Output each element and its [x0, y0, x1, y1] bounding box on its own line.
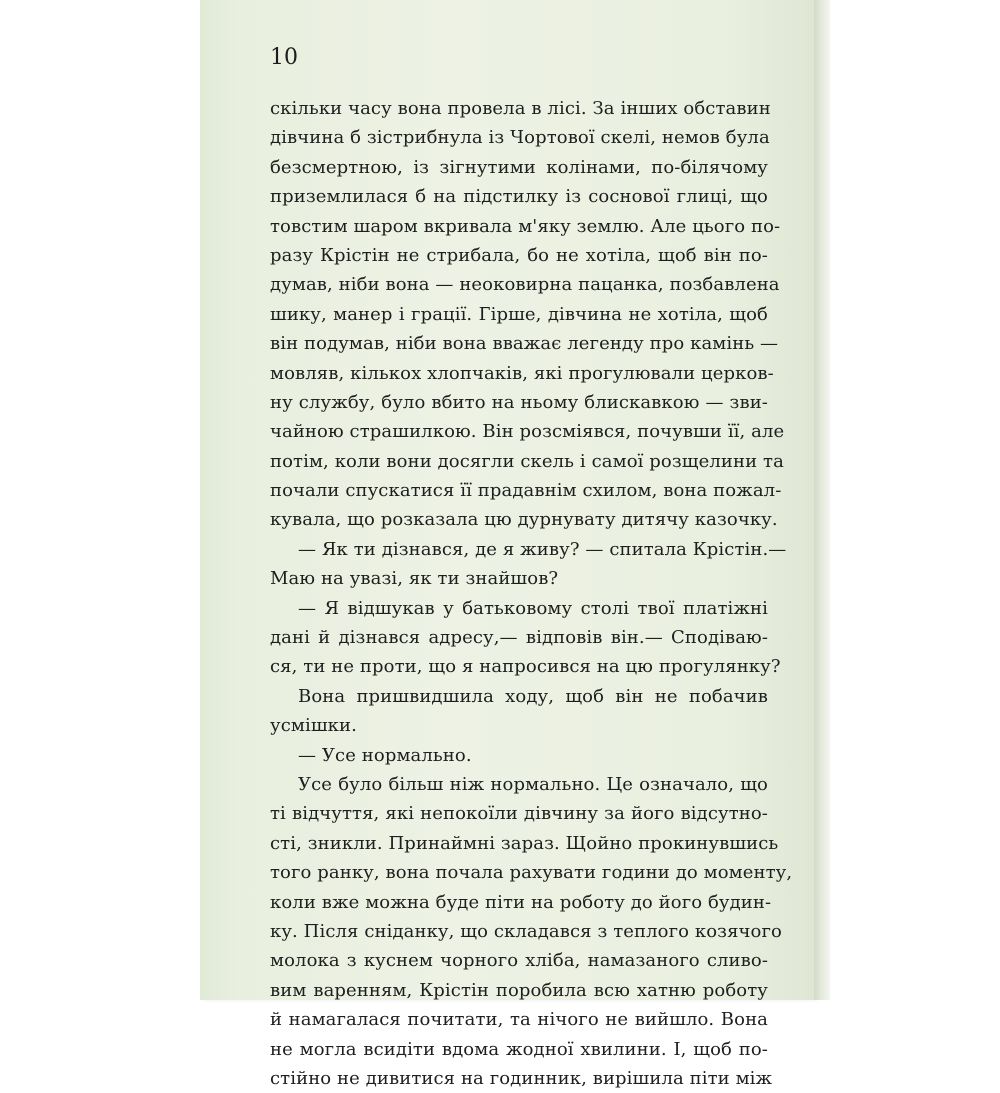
- text-line: думав, ніби вона — неоковирна пацанка, позбавлена: [270, 274, 780, 296]
- text-line: коли вже можна буде піти на роботу до його будин-: [270, 891, 772, 913]
- text-line: — Як ти дізнався, де я живу? — спитала Крістін.—: [298, 538, 787, 560]
- text-line: дівчина б зістрибнула із Чортової скелі, немов була: [270, 127, 770, 149]
- text-line: — Усе нормально.: [298, 744, 472, 766]
- text-line: шику, манер і грації. Гірше, дівчина не хотіла, щоб: [270, 303, 768, 325]
- page-edge: [814, 0, 830, 1000]
- text-line: ну службу, було вбито на ньому блискавкою — зви-: [270, 391, 768, 413]
- text-line: скільки часу вона провела в лісі. За інших обставин: [270, 98, 771, 119]
- body-text: [270, 94, 793, 1093]
- text-line: потім, коли вони досягли скель і самої розщелини та: [270, 450, 784, 472]
- text-line: ті відчуття, які непокоїли дівчину за його відсутно-: [270, 803, 768, 825]
- text-line: кувала, що розказала цю дурнувату дитячу казочку.: [270, 509, 778, 531]
- text-line: разу Крістін не стрибала, бо не хотіла, щоб він по-: [270, 244, 768, 266]
- text-line: ся, ти не проти, що я напросився на цю прогулянку?: [270, 656, 781, 678]
- text-line: приземлилася б на підстилку із соснової глиці, що: [270, 186, 768, 208]
- text-line: дані й дізнався адресу,— відповів він.— Сподіваю-: [270, 627, 768, 649]
- page-number: 10: [270, 45, 298, 70]
- text-line: ку. Після сніданку, що складався з теплого козячого: [270, 920, 782, 942]
- text-line: Вона пришвидшила ходу, щоб він не побачив: [298, 685, 768, 707]
- text-line: вим варенням, Крістін поробила всю хатню роботу: [270, 979, 768, 1001]
- text-line: почали спускатися її прадавнім схилом, вона пожал-: [270, 480, 782, 502]
- text-line: безсмертною, із зігнутими колінами, по-білячому: [270, 156, 768, 178]
- text-line: мовляв, кількох хлопчаків, які прогулювали церков-: [270, 362, 774, 384]
- text-line: усмішки.: [270, 715, 357, 737]
- text-line: Маю на увазі, як ти знайшов?: [270, 568, 559, 590]
- text-line: — Я відшукав у батьковому столі твої платіжні: [298, 597, 768, 619]
- text-line: того ранку, вона почала рахувати години до моменту,: [270, 862, 793, 884]
- text-line: Усе було більш ніж нормально. Це означало, що: [298, 773, 768, 795]
- text-line: сті, зникли. Принаймні зараз. Щойно прокинувшись: [270, 832, 779, 854]
- text-line: він подумав, ніби вона вважає легенду про камінь —: [270, 333, 779, 355]
- text-line: товстим шаром вкривала м'яку землю. Але цього по-: [270, 215, 781, 237]
- text-line: й намагалася почитати, та нічого не вийшло. Вона: [270, 1009, 768, 1031]
- text-line: чайною страшилкою. Він розсміявся, почувши її, але: [270, 421, 785, 443]
- text-line: стійно не дивитися на годинник, вирішила піти між: [270, 1067, 773, 1089]
- text-line: молока з куснем чорного хліба, намазаного сливо-: [270, 950, 768, 972]
- text-line: не могла всидіти вдома жодної хвилини. І, щоб по-: [270, 1038, 768, 1060]
